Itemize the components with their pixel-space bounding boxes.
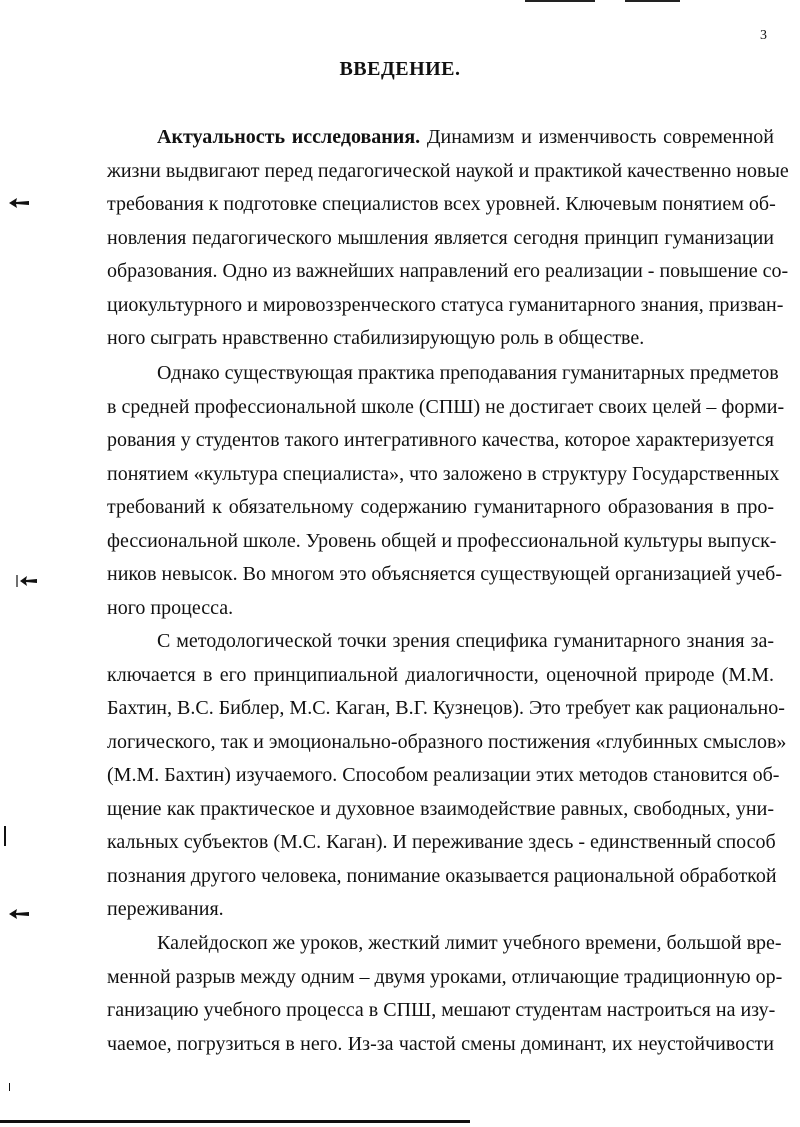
text-line: требований к обязательному содержанию гуманитарного образования в про- (107, 496, 774, 518)
paragraph-practice (107, 357, 785, 625)
text-line: щение как практическое и духовное взаимодействие равных, свободных, уни- (107, 797, 774, 820)
text-line: Бахтин, В.С. Библер, М.С. Каган, В.Г. Кузнецов). Это требует как рационально- (107, 697, 785, 719)
text-line: рования у студентов такого интегративного качества, которое характеризуется (107, 429, 774, 451)
text-line: переживания. (107, 898, 224, 920)
text-line: образования. Одно из важнейших направлений его реализации - повышение со- (107, 260, 789, 282)
paragraph-methodology (107, 625, 787, 927)
text-line: ников невысок. Во многом это объясняется существующей организацией учеб- (107, 563, 782, 585)
text-line: ганизацию учебного процесса в СПШ, мешают студентам настроиться на изу- (107, 999, 776, 1021)
paragraph-relevance (107, 121, 789, 356)
text-line: (М.М. Бахтин) изучаемого. Способом реализации этих методов становится об- (107, 764, 780, 786)
text-line: Однако существующая практика преподавания гуманитарных предметов (157, 362, 779, 384)
text-line: требования к подготовке специалистов всех уровней. Ключевым понятием об- (107, 193, 776, 215)
scan-mark-arrow-icon (16, 574, 38, 588)
text-line: Калейдоскоп же уроков, жесткий лимит учебного времени, большой вре- (157, 932, 782, 954)
page-title: ВВЕДЕНИЕ. (339, 58, 461, 80)
section-lead: Актуальность исследования. (157, 126, 421, 148)
text-line: чаемое, погрузиться в него. Из-за частой смены доминант, их неустойчивости (107, 1032, 774, 1055)
text-line: логического, так и эмоционально-образного постижения «глубинных смыслов» (107, 730, 787, 753)
text-line: С методологической точки зрения специфика гуманитарного знания за- (157, 630, 774, 652)
scan-mark-arrow-icon (8, 196, 30, 210)
text-line: ного процесса. (107, 596, 234, 619)
scan-mark-bar (9, 1083, 10, 1091)
text-line: Актуальность исследования. Динамизм и изменчивость современной (157, 126, 774, 148)
text-line: в средней профессиональной школе (СПШ) не достигает своих целей – форми- (107, 395, 785, 418)
text-line: познания другого человека, понимание оказывается рациональной обработкой (107, 864, 777, 887)
text-line: ключается в его принципиальной диалогичности, оценочной природе (М.М. (107, 663, 774, 686)
scan-top-rule-left (525, 0, 595, 2)
scan-mark-arrow-icon (8, 907, 30, 921)
text-line: менной разрыв между одним – двумя уроками, отличающие традиционную ор- (107, 965, 783, 988)
scan-top-rule-right (625, 0, 680, 2)
text-line: фессиональной школе. Уровень общей и профессиональной культуры выпуск- (107, 529, 777, 552)
scan-bottom-rule (0, 1120, 470, 1123)
text-line: понятием «культура специалиста», что заложено в структуру Государственных (107, 462, 780, 485)
page-number: 3 (760, 28, 767, 43)
text-line: новления педагогического мышления является сегодня принцип гуманизации (107, 226, 774, 249)
scan-mark-bar (4, 826, 6, 846)
text-line: жизни выдвигают перед педагогической наукой и практикой качественно новые (107, 159, 789, 182)
text-line: кальных субъектов (М.С. Каган). И переживание здесь - единственный способ (107, 831, 776, 853)
paragraph-kaleidoscope (107, 927, 783, 1061)
text-line: циокультурного и мировоззренческого статуса гуманитарного знания, призван- (107, 293, 784, 316)
text-line: ного сыграть нравственно стабилизирующую роль в обществе. (107, 327, 645, 349)
